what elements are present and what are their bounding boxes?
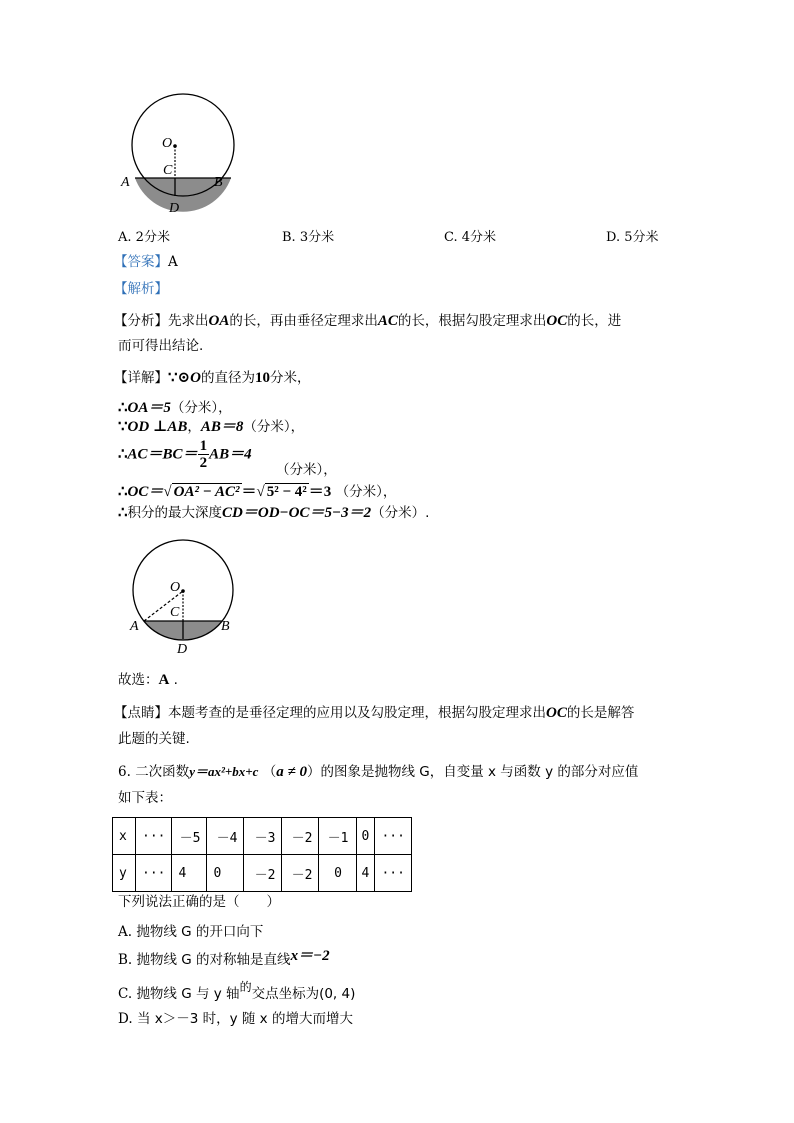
table-cell: ··· <box>375 818 411 855</box>
xiangjie-line-5: ∴OC＝√ OA² − AC² ＝√ 5² − 4² ＝3 （分米）， <box>118 484 397 500</box>
table-cell: －1 <box>319 818 357 855</box>
text: . <box>173 672 178 688</box>
dianjing-line-2: 此题的关键. <box>118 731 190 747</box>
condition: a ≠ 0 <box>276 764 307 780</box>
fenxi-line-1 <box>114 311 621 331</box>
math: OC <box>546 313 568 329</box>
fenxi-label: 【分析】 <box>114 313 168 329</box>
dianjing-label: 【点睛】 <box>114 705 168 721</box>
value-table <box>112 817 412 892</box>
xiangjie-line-6 <box>118 503 429 523</box>
table-cell: 4 <box>172 855 207 892</box>
option-letter: A. <box>118 924 133 940</box>
label-a: A <box>121 175 130 190</box>
therefore-symbol: ∴ <box>118 446 128 463</box>
answer-label: 【答案】 <box>114 254 168 270</box>
table-cell: y <box>113 855 136 892</box>
analysis-label: 【解析】 <box>114 281 168 297</box>
xiangjie-line-4 <box>118 438 252 471</box>
question-6-stem <box>118 762 638 782</box>
math: ＝ <box>241 484 257 500</box>
xiangjie-label: 【详解】 <box>114 370 168 386</box>
math: AB＝4 <box>209 446 252 463</box>
math: OC＝ <box>127 484 164 500</box>
math: ⊙O <box>177 370 201 386</box>
because-symbol: ∵ <box>168 370 178 386</box>
option-text: 抛物线 G 的对称轴是直线 <box>136 952 291 968</box>
fraction-half <box>198 438 210 471</box>
table-cell: －2 <box>282 855 319 892</box>
text: 的长是解答 <box>566 705 635 721</box>
therefore-symbol: ∴ <box>118 484 128 500</box>
center-point <box>181 589 185 593</box>
text: 的长，进 <box>567 313 622 329</box>
question-number: 6. <box>118 764 131 780</box>
label-o: O <box>170 580 181 595</box>
table-cell: ··· <box>136 855 172 892</box>
table-cell: －2 <box>282 818 319 855</box>
text: （ <box>262 764 277 780</box>
table-cell: －3 <box>244 818 282 855</box>
table-cell: －2 <box>244 855 282 892</box>
table-cell: －4 <box>207 818 244 855</box>
math: ＝3 <box>308 484 332 500</box>
xiangjie-line-3 <box>118 417 304 437</box>
option-text: 交点坐标为(0, 4) <box>251 986 356 1002</box>
q6-option-c <box>118 980 356 1004</box>
option-letter: A. <box>118 230 132 245</box>
radicand: 5² − 4² <box>266 484 307 500</box>
option-text: 当 x＞－3 时，y 随 x 的增大而增大 <box>136 1011 353 1027</box>
option-letter: B. <box>282 230 296 245</box>
table-cell: －5 <box>172 818 207 855</box>
xiangjie-line-4-unit: （分米）， <box>276 462 337 478</box>
text: 分米， <box>269 370 311 386</box>
text: 的长，再由垂径定理求出 <box>229 313 378 329</box>
option-letter: C. <box>118 986 133 1002</box>
unit: （分米）， <box>243 419 305 435</box>
choice-value: A <box>158 672 170 688</box>
q6-option-d <box>118 1009 353 1029</box>
table-row-y <box>113 855 412 892</box>
option-text: 2分米 <box>135 230 170 245</box>
text: 的直径为 <box>200 370 255 386</box>
text: 先求出 <box>168 313 209 329</box>
denominator: 2 <box>199 455 208 471</box>
table-cell: 0 <box>357 818 375 855</box>
label-d: D <box>169 201 180 216</box>
option-d <box>606 226 659 245</box>
fenxi-line-2: 而可得出结论. <box>118 338 204 354</box>
therefore-symbol: ∴ <box>118 505 128 521</box>
option-text: 4分米 <box>461 230 497 245</box>
question-6-prompt: 下列说法正确的是（ ） <box>118 894 280 910</box>
option-text: 抛物线 G 的开口向下 <box>136 924 264 940</box>
table-row-x <box>113 818 412 855</box>
math: x＝−2 <box>290 948 330 964</box>
text: 积分的最大深度 <box>127 505 223 521</box>
unit: （分米）. <box>371 505 430 521</box>
question-6-stem-line-2: 如下表： <box>118 790 172 806</box>
unit: （分米）， <box>170 400 232 416</box>
therefore-symbol: ∴ <box>118 400 128 416</box>
option-letter: D. <box>606 230 621 245</box>
dianjing-line-1 <box>114 703 634 723</box>
math: AC <box>377 313 398 329</box>
table-cell: x <box>113 818 136 855</box>
option-c <box>444 226 496 245</box>
answer-line <box>114 252 178 272</box>
xiangjie-line-2 <box>118 398 232 418</box>
option-letter: D. <box>118 1011 133 1027</box>
text: 的长，根据勾股定理求出 <box>397 313 547 329</box>
text: 本题考查的是垂径定理的应用以及勾股定理，根据勾股定理求出 <box>168 705 546 721</box>
circle-diagram-2 <box>120 535 250 660</box>
label-d: D <box>177 642 188 657</box>
label-b: B <box>221 619 230 634</box>
table-cell: ··· <box>136 818 172 855</box>
table-cell: 0 <box>207 855 244 892</box>
math: OC <box>546 705 567 721</box>
choice-line <box>118 670 178 690</box>
formula: y＝ax²+bx+c <box>189 764 259 779</box>
center-point <box>173 144 177 148</box>
option-letter: B. <box>118 952 133 968</box>
radicand: OA² − AC² <box>173 484 240 500</box>
option-b <box>282 226 334 245</box>
text: 二次函数 <box>135 764 190 780</box>
table-cell: 0 <box>319 855 357 892</box>
label-c: C <box>163 163 173 178</box>
option-text: 抛物线 G 与 y 轴 <box>136 986 240 1002</box>
text: 的图象是抛物线 G，自变量 x 与函数 y 的部分对应值 <box>320 764 639 780</box>
text: ， <box>187 419 201 435</box>
table-cell: ··· <box>375 855 411 892</box>
option-text: 5分米 <box>624 230 659 245</box>
option-a <box>118 226 170 245</box>
math: OD ⊥AB <box>127 419 188 435</box>
raised-text: 的 <box>239 980 252 994</box>
option-letter: C. <box>444 230 458 245</box>
q6-option-b <box>118 950 330 970</box>
math: AB＝8 <box>200 419 244 435</box>
text: 故选： <box>118 672 159 688</box>
q6-option-a <box>118 922 263 942</box>
option-text: 3分米 <box>299 230 335 245</box>
label-o: O <box>162 136 173 151</box>
label-c: C <box>170 605 180 620</box>
math: OA <box>208 313 230 329</box>
math: 10 <box>254 370 270 386</box>
unit: （分米）， <box>335 484 397 500</box>
xiangjie-line-1 <box>114 368 310 388</box>
text: ） <box>306 764 321 780</box>
math: OA＝5 <box>127 400 171 416</box>
because-symbol: ∵ <box>118 419 128 435</box>
math: AC＝BC＝ <box>127 446 198 463</box>
numerator: 1 <box>199 438 208 454</box>
table-cell: 4 <box>357 855 375 892</box>
math: CD＝OD−OC＝5−3＝2 <box>222 505 372 521</box>
answer-value: A <box>168 254 178 270</box>
label-a: A <box>130 619 139 634</box>
label-b: B <box>214 175 223 190</box>
circle-diagram-1 <box>110 88 250 218</box>
